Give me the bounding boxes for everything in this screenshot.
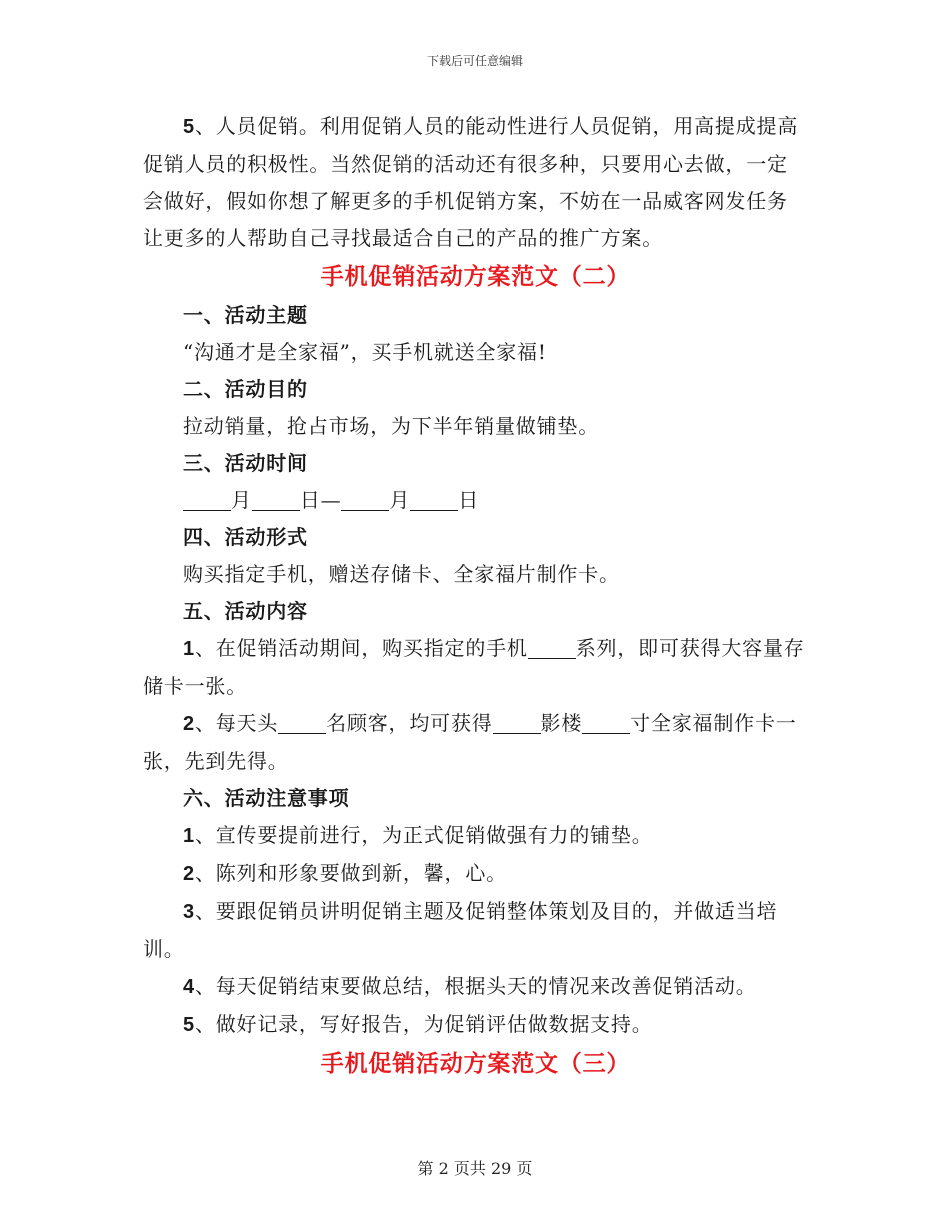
page-footer: 第 2 页共 29 页 bbox=[417, 1159, 533, 1178]
time-text: 月 日— 月 日 bbox=[143, 482, 808, 519]
intro-paragraph: 5、人员促销。利用促销人员的能动性进行人员促销，用高提成提高促销人员的积极性。当然促销的活动还有很多种，只要用心去做，一定会做好，假如你想了解更多的手机促销方案，不妨在一品威客网发任务让更多的人帮助自己寻找最适合自己的产品的推广方案。 bbox=[143, 114, 799, 250]
heading-theme: 一、活动主题 bbox=[183, 303, 308, 327]
page-header: 下载后可任意编辑 bbox=[426, 54, 523, 68]
blank-line bbox=[183, 490, 231, 511]
note-item-5: 5、做好记录，写好报告，为促销评估做数据支持。 bbox=[183, 1012, 653, 1036]
blank-line bbox=[582, 713, 630, 734]
section-title-2: 手机促销活动方案范文（二） bbox=[320, 264, 631, 290]
note-item-1: 1、宣传要提前进行，为正式促销做强有力的铺垫。 bbox=[183, 823, 653, 847]
blank-line bbox=[410, 490, 458, 511]
heading-content: 五、活动内容 bbox=[183, 599, 308, 623]
heading-purpose: 二、活动目的 bbox=[183, 377, 308, 401]
note-item-4: 4、每天促销结束要做总结，根据头天的情况来改善促销活动。 bbox=[183, 974, 757, 998]
note-item-3: 3、要跟促销员讲明促销主题及促销整体策划及目的，并做适当培训。 bbox=[143, 899, 778, 961]
theme-text: “沟通才是全家福”，买手机就送全家福! bbox=[183, 340, 547, 364]
purpose-text: 拉动销量，抢占市场，为下半年销量做铺垫。 bbox=[183, 414, 599, 438]
blank-line bbox=[528, 638, 576, 659]
document-body bbox=[143, 108, 808, 1084]
blank-line bbox=[493, 713, 541, 734]
blank-line bbox=[278, 713, 326, 734]
heading-notes: 六、活动注意事项 bbox=[183, 786, 350, 810]
blank-line bbox=[341, 490, 389, 511]
content-item-2: 2、每天头 名顾客，均可获得 影楼 寸全家福制作卡一张，先到先得。 bbox=[143, 711, 797, 773]
blank-line bbox=[252, 490, 300, 511]
format-text: 购买指定手机，赠送存储卡、全家福片制作卡。 bbox=[183, 562, 620, 586]
heading-format: 四、活动形式 bbox=[183, 525, 308, 549]
section-title-3: 手机促销活动方案范文（三） bbox=[320, 1051, 631, 1077]
note-item-2: 2、陈列和形象要做到新，馨，心。 bbox=[183, 861, 507, 885]
content-item-1: 1、在促销活动期间，购买指定的手机 系列，即可获得大容量存储卡一张。 bbox=[143, 636, 805, 698]
heading-time: 三、活动时间 bbox=[183, 451, 308, 475]
